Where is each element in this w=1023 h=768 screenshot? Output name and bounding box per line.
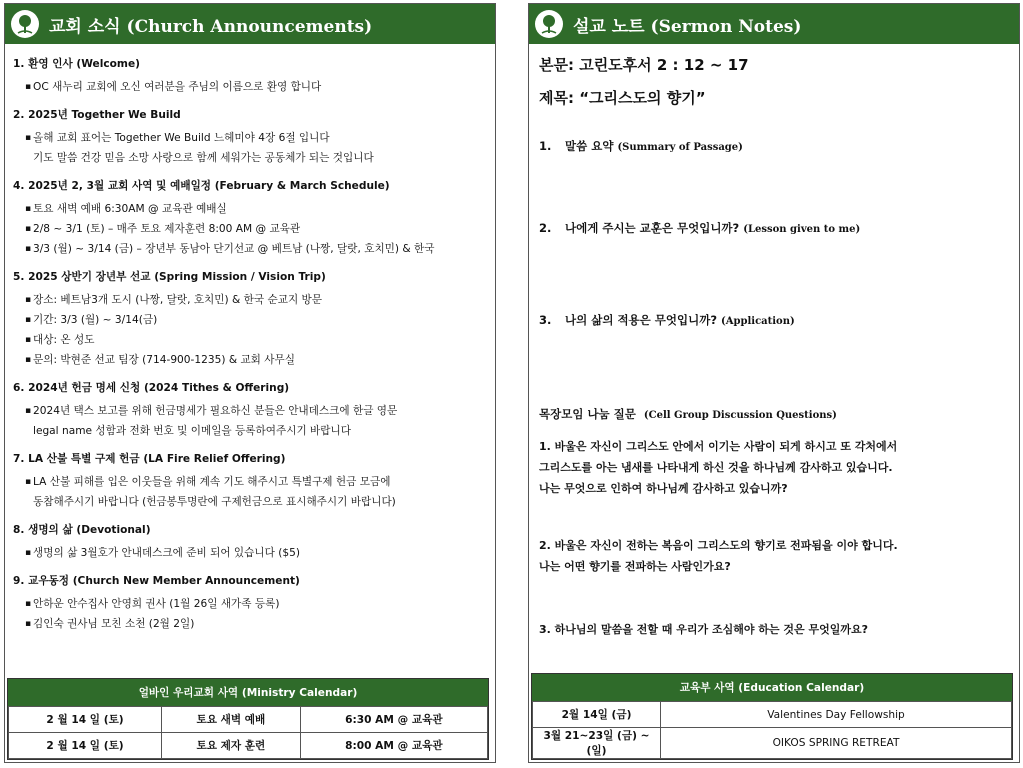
sermon-notes-title: 설교 노트 (Sermon Notes) bbox=[573, 16, 802, 37]
table-row bbox=[533, 702, 1012, 728]
list-item: ▪ 문의: 박현준 선교 팀장 (714-900-1235) & 교회 사무실 bbox=[13, 350, 487, 370]
question-line: 나는 어떤 향기를 전파하는 사람인가요? bbox=[539, 560, 731, 573]
sermon-notes-panel bbox=[528, 3, 1020, 763]
ministry-calendar bbox=[7, 678, 489, 760]
question-english: (Lesson given to me) bbox=[743, 224, 861, 235]
section-title: 7. LA 산불 특별 구제 헌금 (LA Fire Relief Offering) bbox=[13, 453, 286, 465]
table-cell: 3월 21~23일 (금) ~ (일) bbox=[533, 728, 661, 759]
list-item: ▪ 김인숙 권사님 모친 소천 (2월 2일) bbox=[13, 614, 487, 634]
question-number: 2. bbox=[539, 221, 552, 235]
cell-group-title-en: (Cell Group Discussion Questions) bbox=[643, 410, 837, 421]
announcements-title: 교회 소식 (Church Announcements) bbox=[49, 16, 373, 37]
question-line: 1. 바울은 자신이 그리스도 안에서 이기는 사람이 되게 하시고 또 각처에서 bbox=[539, 440, 898, 453]
list-item: ▪ 2/8 ~ 3/1 (토) – 매주 토요 제자훈련 8:00 AM @ 교육관 bbox=[13, 219, 487, 239]
announcements-header bbox=[5, 4, 495, 44]
question-english: (Summary of Passage) bbox=[617, 142, 743, 153]
question-application bbox=[539, 312, 1011, 328]
tree-icon bbox=[11, 10, 39, 38]
list-item: legal name 성함과 전화 번호 및 이메일을 등록하여주시기 바랍니다 bbox=[33, 425, 351, 437]
section-together-we-build bbox=[13, 107, 487, 168]
list-item: ▪ 올해 교회 표어는 Together We Build 느헤미야 4장 6절 입니다 bbox=[13, 128, 487, 148]
section-title: 5. 2025 상반기 장년부 선교 (Spring Mission / Vision Trip) bbox=[13, 271, 326, 283]
table-cell: 토요 제자 훈련 bbox=[162, 733, 301, 759]
section-title: 4. 2025년 2, 3월 교회 사역 및 예배일정 (February & March Schedule) bbox=[13, 180, 390, 192]
section-title: 2. 2025년 Together We Build bbox=[13, 109, 181, 121]
table-row bbox=[533, 728, 1012, 759]
section-devotional bbox=[13, 522, 487, 563]
announcements-list bbox=[5, 44, 495, 634]
table-cell: 6:30 AM @ 교육관 bbox=[300, 707, 487, 733]
ministry-calendar-table bbox=[8, 706, 488, 759]
table-cell: 8:00 AM @ 교육관 bbox=[300, 733, 487, 759]
tree-icon bbox=[535, 10, 563, 38]
list-item: ▪ LA 산불 피해를 입은 이웃들을 위해 계속 기도 해주시고 특별구제 헌금 모금에 bbox=[13, 472, 487, 492]
announcements-panel bbox=[4, 3, 496, 763]
section-tithes bbox=[13, 380, 487, 441]
table-row bbox=[9, 707, 488, 733]
education-calendar bbox=[531, 673, 1013, 760]
cell-group-title-ko: 목장모임 나눔 질문 bbox=[539, 407, 636, 421]
table-cell: 토요 새벽 예배 bbox=[162, 707, 301, 733]
question-text: 나에게 주시는 교훈은 무엇입니까? bbox=[565, 221, 740, 235]
cell-group-title bbox=[539, 406, 1011, 422]
sermon-notes-header bbox=[529, 4, 1019, 44]
question-lesson bbox=[539, 220, 1011, 236]
table-cell: 2 월 14 일 (토) bbox=[9, 733, 162, 759]
cell-group-question-3 bbox=[539, 619, 1011, 640]
section-fire-relief bbox=[13, 451, 487, 512]
section-schedule bbox=[13, 178, 487, 259]
question-text: 나의 삶의 적용은 무엇입니까? bbox=[565, 313, 717, 327]
section-title: 8. 생명의 삶 (Devotional) bbox=[13, 524, 151, 536]
scripture-passage: 본문: 고린도후서 2 : 12 ~ 17 bbox=[539, 56, 749, 74]
question-text: 말씀 요약 bbox=[565, 139, 614, 153]
table-cell: 2 월 14 일 (토) bbox=[9, 707, 162, 733]
section-welcome bbox=[13, 56, 487, 97]
cell-group-question-1 bbox=[539, 436, 1011, 499]
list-item: ▪ 3/3 (월) ~ 3/14 (금) – 장년부 동남아 단기선교 @ 베트남 (나짱, 달랏, 호치민) & 한국 bbox=[13, 239, 487, 259]
table-cell: Valentines Day Fellowship bbox=[661, 702, 1012, 728]
question-english: (Application) bbox=[721, 316, 795, 327]
list-item: ▪ 대상: 온 성도 bbox=[13, 330, 487, 350]
section-title: 6. 2024년 헌금 명세 신청 (2024 Tithes & Offering) bbox=[13, 382, 290, 394]
list-item: ▪ 기간: 3/3 (월) ~ 3/14(금) bbox=[13, 310, 487, 330]
section-new-members bbox=[13, 573, 487, 634]
education-calendar-title: 교육부 사역 (Education Calendar) bbox=[532, 674, 1012, 701]
list-item: ▪ 생명의 삶 3월호가 안내데스크에 준비 되어 있습니다 ($5) bbox=[13, 543, 487, 563]
question-line: 2. 바울은 자신이 전하는 복음이 그리스도의 향기로 전파됨을 이야 합니다. bbox=[539, 539, 898, 552]
table-cell: 2월 14일 (금) bbox=[533, 702, 661, 728]
list-item: ▪ OC 새누리 교회에 오신 여러분을 주님의 이름으로 환영 합니다 bbox=[13, 77, 487, 97]
list-item: ▪ 토요 새벽 예배 6:30AM @ 교육관 예배실 bbox=[13, 199, 487, 219]
cell-group-question-2 bbox=[539, 535, 1011, 577]
question-line: 3. 하나님의 말씀을 전할 때 우리가 조심해야 하는 것은 무엇일까요? bbox=[539, 623, 868, 636]
education-calendar-table bbox=[532, 701, 1012, 759]
list-item: ▪ 장소: 베트남3개 도시 (나짱, 달랏, 호치민) & 한국 순교지 방문 bbox=[13, 290, 487, 310]
list-item: ▪ 안하운 안수집사 안영희 권사 (1월 26일 새가족 등록) bbox=[13, 594, 487, 614]
question-number: 3. bbox=[539, 313, 552, 327]
sermon-notes-body bbox=[529, 44, 1019, 640]
question-line: 나는 무엇으로 인하여 하나님께 감사하고 있습니까? bbox=[539, 482, 788, 495]
list-item: ▪ 2024년 택스 보고를 위해 헌금명세가 필요하신 분들은 안내데스크에 한글 영문 bbox=[13, 401, 487, 421]
list-item: 기도 말씀 건강 믿음 소망 사랑으로 함께 세워가는 공동체가 되는 것입니다 bbox=[33, 152, 374, 164]
section-title: 1. 환영 인사 (Welcome) bbox=[13, 58, 140, 70]
ministry-calendar-title: 얼바인 우리교회 사역 (Ministry Calendar) bbox=[8, 679, 488, 706]
question-line: 그리스도를 아는 냄새를 나타내게 하신 것을 하나님께 감사하고 있습니다. bbox=[539, 461, 893, 474]
section-mission bbox=[13, 269, 487, 370]
table-cell: OIKOS SPRING RETREAT bbox=[661, 728, 1012, 759]
table-row bbox=[9, 733, 488, 759]
list-item: 동참해주시기 바랍니다 (헌금봉투명란에 구제헌금으로 표시해주시기 바랍니다) bbox=[33, 496, 396, 508]
section-title: 9. 교우동정 (Church New Member Announcement) bbox=[13, 575, 300, 587]
question-number: 1. bbox=[539, 139, 552, 153]
sermon-title: 제목: “그리스도의 향기” bbox=[539, 89, 706, 107]
question-summary bbox=[539, 138, 1011, 154]
